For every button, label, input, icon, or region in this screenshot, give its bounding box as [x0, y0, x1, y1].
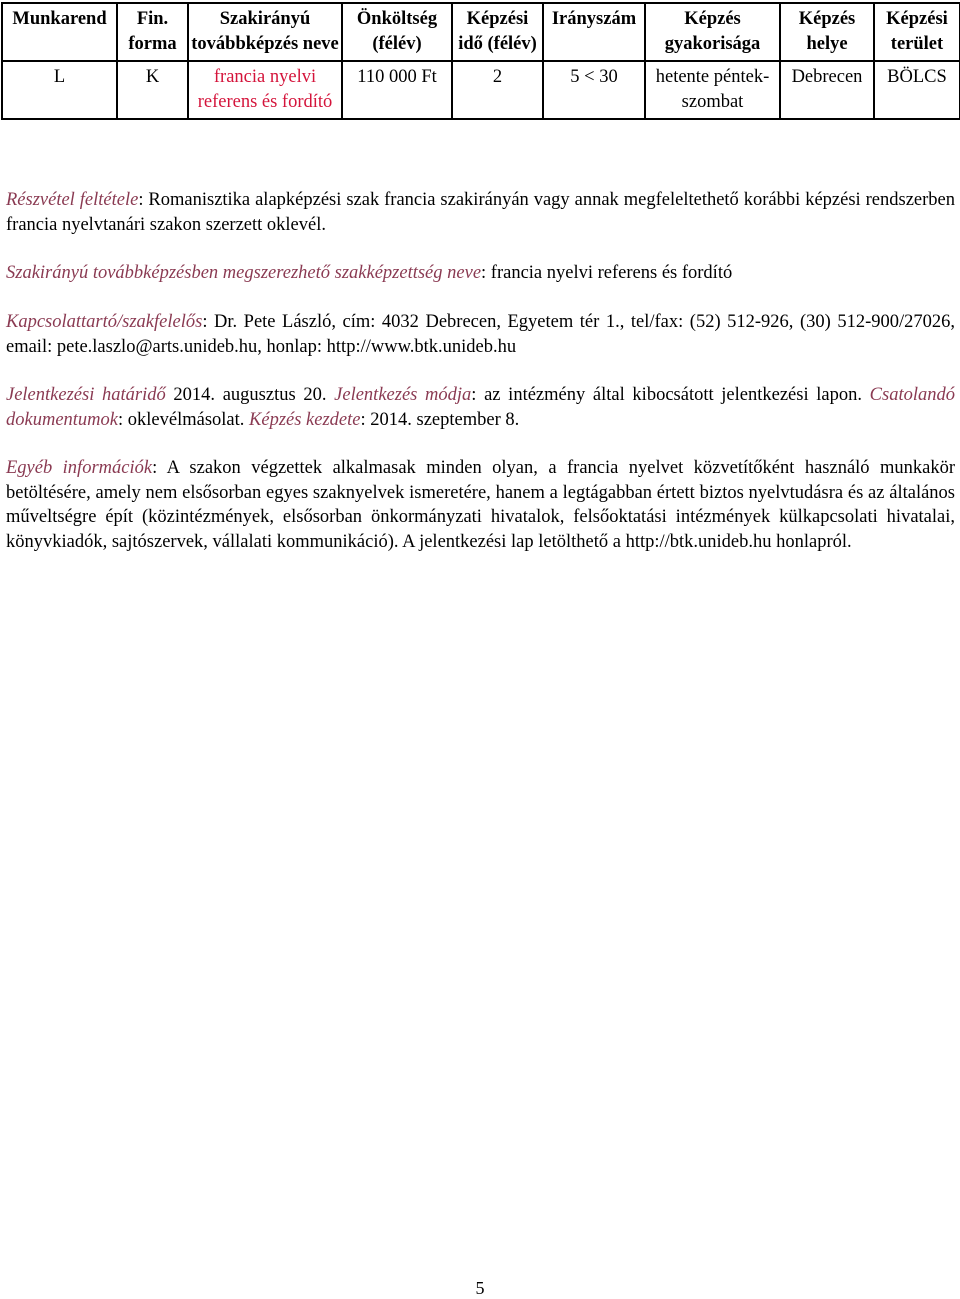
table-header-row [2, 3, 960, 61]
cell-helye: Debrecen [780, 61, 874, 119]
label-szakkepzettseg: Szakirányú továbbképzésben megszerezhető szakképzettség neve [6, 263, 482, 283]
text-kapcsolattarto: : Dr. Pete László, cím: 4032 Debrecen, Egyetem tér 1., tel/fax: (52) 512-926, (30) 512-900/27026, email: pete.laszlo@arts.unideb.hu, honlap: http://www.btk.unideb.hu [6, 312, 955, 357]
header-iranyszam: Irányszám [543, 3, 645, 61]
label-jelentkezes-modja: Jelentkezés módja [334, 385, 472, 405]
header-fin-forma: Fin. forma [117, 3, 188, 61]
text-egyeb: : A szakon végzettek alkalmasak minden olyan, a francia nyelvet közvetítőként használó munkakör betöltésére, amely nem elsősorban egyes szaknyelvek ismeretére, hanem a legtágabban értett biztos nyelvtudásra és az általános műveltségre épít (közintézmények, elsősorban önkormányzati hivatalok, felsőoktatási intézmények külkapcsolati hivatalai, könyvkiadók, sajtószervek, vállalati kommunikáció). A jelentkezési lap letölthető a http://btk.unideb.hu honlapról. [6, 458, 956, 552]
header-helye: Képzés helye [780, 3, 874, 61]
header-terulet: Képzési terület [874, 3, 960, 61]
label-kapcsolattarto: Kapcsolattartó/szakfelelős [6, 312, 203, 332]
cell-kepzesi-ido: 2 [452, 61, 543, 119]
cell-gyakorisag: hetente péntek-szombat [645, 61, 780, 119]
header-kepzesi-ido: Képzési idő (félév) [452, 3, 543, 61]
table-row [2, 61, 960, 119]
label-reszvetel: Részvétel feltétele [6, 190, 139, 210]
header-onkoltseg: Önköltség (félév) [342, 3, 452, 61]
label-egyeb: Egyéb információk [6, 458, 153, 478]
label-hatarido: Jelentkezési határidő [6, 385, 166, 405]
label-csatolando: Csatolandó dokumentumok [6, 385, 955, 430]
cell-fin-forma: K [117, 61, 188, 119]
text-reszvetel: : Romanisztika alapképzési szak francia szakirányán vagy annak megfeleltethető korábbi képzési rendszerben francia nyelvtanári szakon szerzett oklevél. [6, 190, 955, 235]
cell-munkarend: L [2, 61, 117, 119]
cell-iranyszam: 5 < 30 [543, 61, 645, 119]
cell-kepzes-neve: francia nyelvi referens és fordító [188, 61, 342, 119]
cell-terulet: BÖLCS [874, 61, 960, 119]
header-kepzes-neve: Szakirányú továbbképzés neve [188, 3, 342, 61]
paragraph-egyeb [6, 456, 955, 554]
text-szakkepzettseg: : francia nyelvi referens és fordító [481, 263, 733, 283]
text-csatolando: : oklevélmásolat. [118, 409, 250, 430]
text-kepzes-kezdete: : 2014. szeptember 8. [360, 409, 520, 430]
cell-onkoltseg: 110 000 Ft [342, 61, 452, 119]
header-munkarend: Munkarend [2, 3, 117, 61]
program-table [1, 2, 960, 120]
header-gyakorisag: Képzés gyakorisága [645, 3, 780, 61]
paragraph-reszvetel [6, 188, 955, 237]
paragraph-kapcsolattarto [6, 310, 955, 359]
text-hatarido: 2014. augusztus 20. [165, 385, 335, 405]
page-number: 5 [475, 1278, 485, 1298]
paragraph-szakkepzettseg [6, 261, 955, 286]
paragraph-jelentkezes [6, 383, 955, 432]
text-jelentkezes-modja: : az intézmény által kibocsátott jelentkezési lapon. [471, 385, 870, 405]
label-kepzes-kezdete: Képzés kezdete [249, 409, 361, 430]
